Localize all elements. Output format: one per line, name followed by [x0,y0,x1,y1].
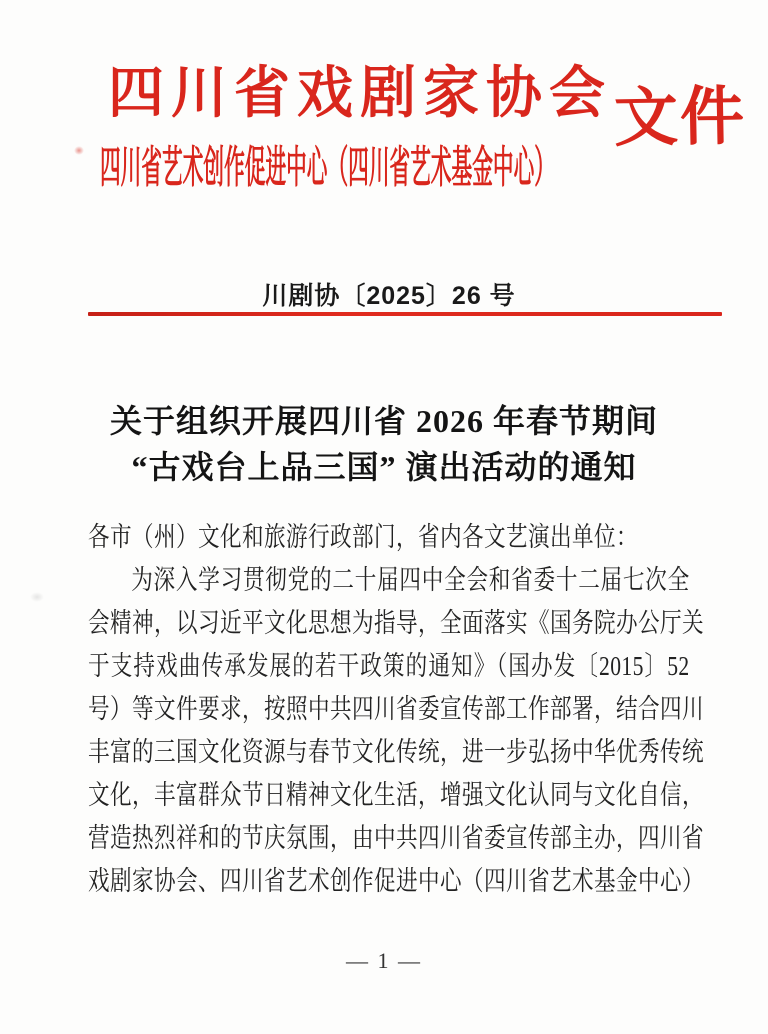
body-text-line: 于支持戏曲传承发展的若干政策的通知》（国办发〔2015〕52 [88,651,690,681]
page-number: — 1 — [346,948,422,973]
document-title-line1: 关于组织开展四川省 2026 年春节期间 [109,403,658,439]
body-text-line: 文化，丰富群众节日精神文化生活，增强文化认同与文化自信， [88,780,704,810]
org-name-heading: 四川省戏剧家协会 [108,63,612,125]
scan-artifact-gray-smudge [30,592,44,602]
body-text-line: 戏剧家协会、四川省艺术创作促进中心（四川省艺术基金中心） [88,866,704,896]
document-reference-number: 川剧协〔2025〕26 号 [262,282,516,310]
salutation-line: 各市（州）文化和旅游行政部门，省内各文艺演出单位： [88,522,638,552]
document-title-line2: “古戏台上品三国” 演出活动的通知 [131,449,637,485]
body-text-line: 会精神，以习近平文化思想为指导，全面落实《国务院办公厅关 [88,608,704,638]
org-subtitle-heading: 四川省艺术创作促进中心（四川省艺术基金中心） [100,143,555,192]
red-divider-line [88,312,722,316]
document-body [88,516,704,903]
doc-type-label: 文件 [613,80,747,155]
document-title [48,398,720,490]
body-text-line: 为深入学习贯彻党的二十届四中全会和省委十二届七次全 [131,565,690,595]
body-text-line: 丰富的三国文化资源与春节文化传统，进一步弘扬中华优秀传统 [88,737,704,767]
body-text-line: 营造热烈祥和的节庆氛围，由中共四川省委宣传部主办，四川省 [88,823,704,853]
scan-artifact-red-dot [74,146,84,155]
body-text-line: 号）等文件要求，按照中共四川省委宣传部工作部署，结合四川 [88,694,704,724]
letterhead [0,0,768,210]
